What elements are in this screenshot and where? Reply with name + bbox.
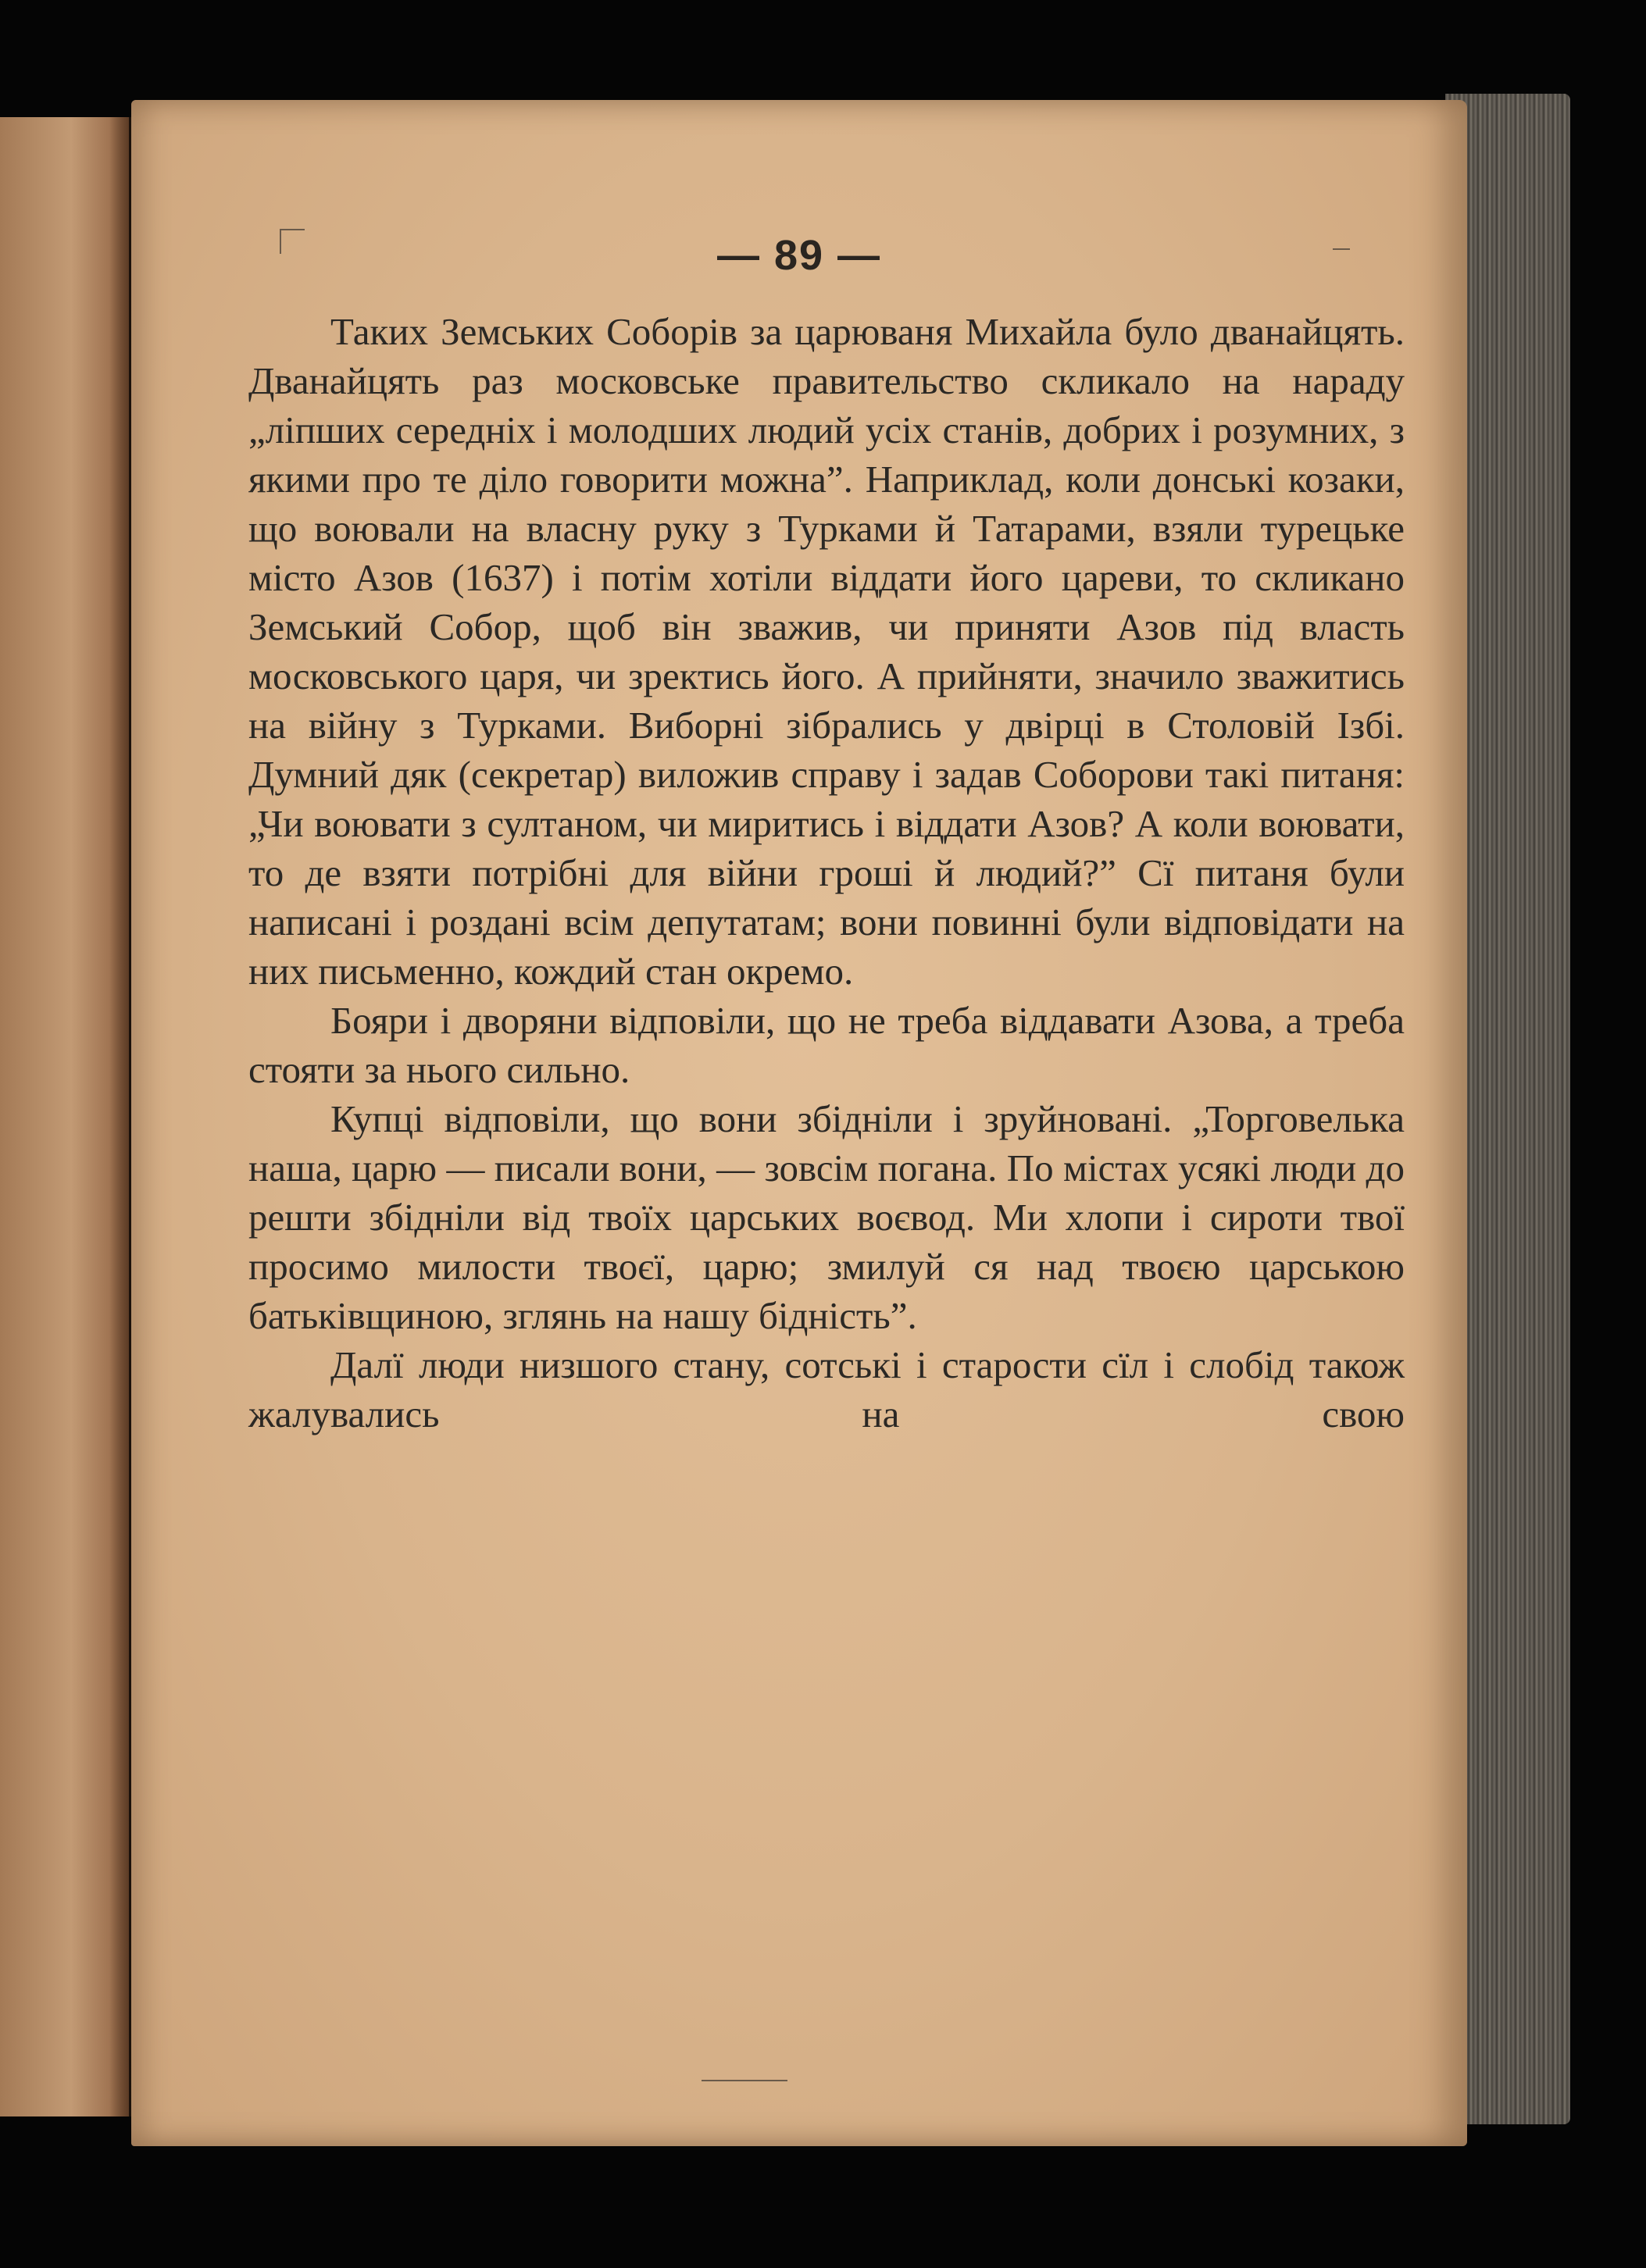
paragraph: Далї люди низшого стану, сотські і старости сїл і слобід також жалувались на свою: [248, 1343, 1405, 1435]
page-number: — 89 —: [716, 232, 882, 279]
body-text: [248, 307, 1405, 1439]
paragraph: Таких Земських Соборів за царюваня Михайла було дванайцять. Дванайцять раз московське правительство скликало на нараду „ліпших середніх і молодших людий усіх станів, добрих і розумних, з якими про те діло говорити можна”. Наприклад, коли донські козаки, що воювали на власну руку з Турками й Татарами, взяли турецьке місто Азов (1637) і потім хотіли віддати його цареви, то скликано Земський Собор, щоб він зважив, чи приняти Азов під власть московського царя, чи зректись його. А прийняти, значило зважитись на війну з Турками. Виборні зібрались у двірці в Столовій Ізбі. Думний дяк (секретар) виложив справу і задав Соборови такі питаня: „Чи воювати з султаном, чи миритись і віддати Азов? А коли воювати, то де взяти потрібні для війни гроші й людий?” Сї питаня були написані і роздані всім депутатам; вони повинні були відповідати на них письменно, кождий стан окремо.: [248, 310, 1405, 993]
bottom-rule: [702, 2080, 787, 2081]
paragraph: Купці відповіли, що вони збідніли і зруйновані. „Торговелька наша, царю — писали вони, — зовсім погана. По містах усякі люди до решти збідніли від твоїх царських воєвод. Ми хлопи і сироти твої просимо милости твоєї, царю; змилуй ся над твоєю царською батьківщиною, зглянь на нашу бідність”.: [248, 1097, 1405, 1337]
paragraph: Бояри і дворяни відповіли, що не треба віддавати Азова, а треба стояти за нього сильно.: [248, 999, 1405, 1091]
book-page: [131, 100, 1467, 2146]
